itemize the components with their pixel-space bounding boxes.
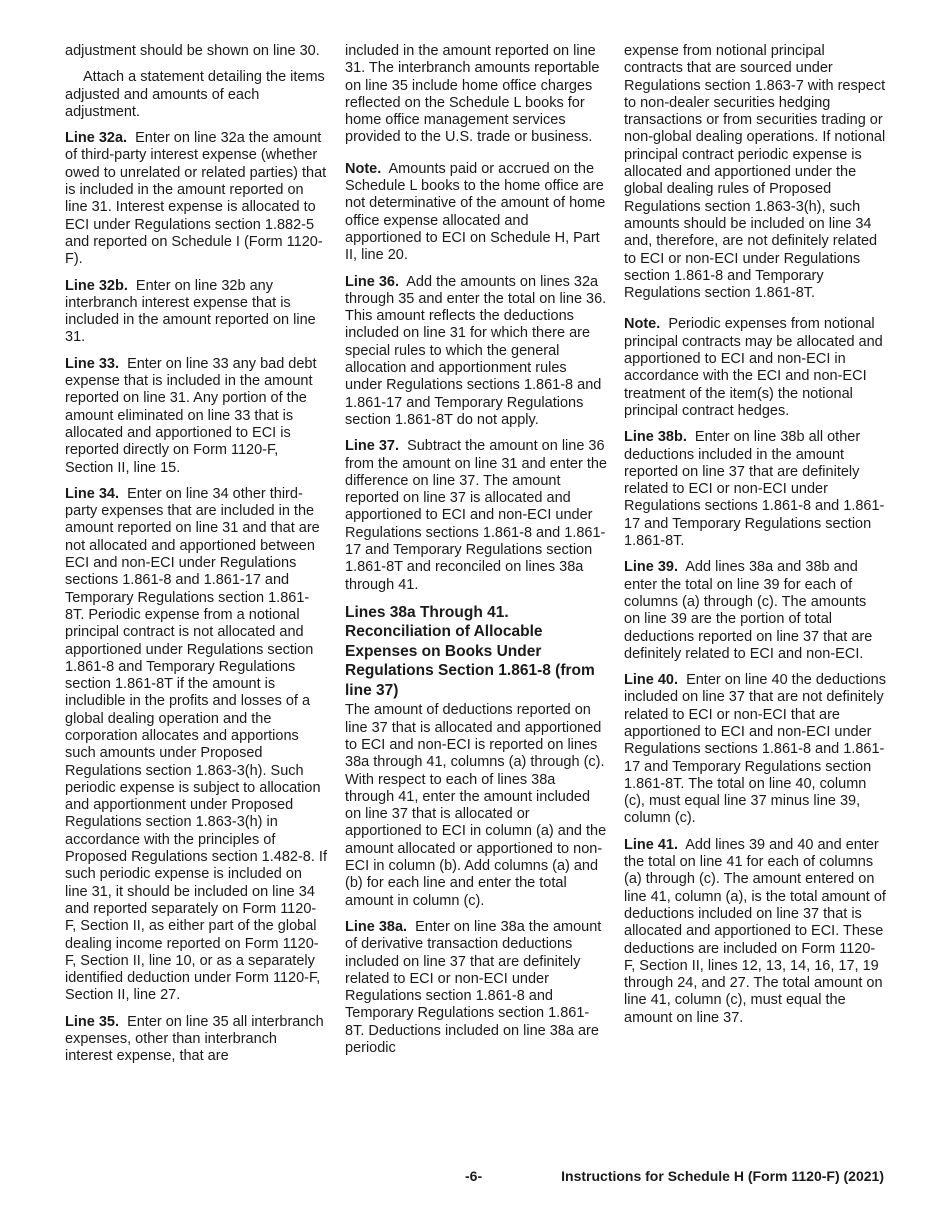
paragraph-line-36 <box>345 274 607 430</box>
paragraph-text: Enter on line 33 any bad debt expense that is included in the amount reported on line 31. Any portion of the amount eliminated on line 33 that is allocated and apportioned to ECI is reported directly on Form 1120-F, Section II, line 15. <box>65 355 317 476</box>
column-1 <box>65 43 327 1075</box>
paragraph-heading: Line 32a. <box>65 130 128 147</box>
paragraph-heading: Note. <box>624 316 661 333</box>
paragraph-text: Enter on line 38b all other deductions included in the amount reported on line 37 that are definitely related to ECI or non-ECI under Regulations sections 1.861-8 and 1.861-17 and Temporary Regulations section 1.861-8T. <box>624 429 885 550</box>
paragraph-line-37 <box>345 438 607 594</box>
paragraph-text: Add lines 38a and 38b and enter the total on line 39 for each of columns (a) through (c). The amounts on line 39 are the portion of total deductions reported on line 37 that are definitely related to ECI and non-ECI. <box>624 559 873 662</box>
paragraph-text: expense from notional principal contracts that are sourced under Regulations section 1.863-7 with respect to non-dealer securities hedging transactions or from securities trading or non-global dealing operations. If notional principal contract periodic expense is allocated and apportioned under the global dealing rules of Proposed Regulations section 1.863-3(h), such amounts should be included on line 34 and, therefore, are not definitely related to ECI or non-ECI under Regulations section 1.861-8 and Temporary Regulations section 1.861-8T. <box>624 43 886 302</box>
paragraph-text: Enter on line 32b any interbranch interest expense that is included in the amount reported on line 31. <box>65 277 316 346</box>
paragraph-heading: Line 32b. <box>65 277 128 294</box>
paragraph-text: adjustment should be shown on line 30. <box>65 43 320 59</box>
paragraph-heading: Line 39. <box>624 559 678 576</box>
paragraph-heading: Line 40. <box>624 672 678 689</box>
paragraph-line-41 <box>624 837 886 1027</box>
paragraph-heading: Line 38b. <box>624 429 687 446</box>
paragraph-line-32b <box>65 278 327 347</box>
paragraph <box>65 69 327 121</box>
paragraph-text: The amount of deductions reported on line 37 that is allocated and apportioned to ECI and non-ECI is reported on lines 38a through 41, columns (a) through (c). With respect to each of lines 38a through 41, enter the amount included on line 37 that is allocated or apportioned to ECI in column (a) and the amount allocated or apportioned to non-ECI in column (b). Add columns (a) and (b) for each line and enter the total amount in column (c). <box>345 702 607 909</box>
page-number: -6- <box>465 1168 483 1184</box>
document-title: Instructions for Schedule H (Form 1120-F) (2021) <box>561 1168 884 1184</box>
paragraph-heading: Line 36. <box>345 273 399 290</box>
paragraph-line-38a <box>345 919 607 1057</box>
paragraph-text: Subtract the amount on line 36 from the amount on line 31 and enter the difference on line 37. The amount reported on line 37 is allocated and apportioned to ECI and non-ECI under Regulations sections 1.861-8 and 1.861-17 and Temporary Regulations section 1.861-8T and reconciled on lines 38a through 41. <box>345 438 607 593</box>
paragraph-heading: Line 33. <box>65 355 119 372</box>
paragraph-line-40 <box>624 672 886 828</box>
paragraph-line-38b <box>624 429 886 550</box>
paragraph-text: included in the amount reported on line 31. The interbranch amounts reportable on line 35 include home office charges reflected on the Schedule L books for home office management services provided to the U.S. trade or business. <box>345 43 600 146</box>
paragraph-line-39 <box>624 559 886 663</box>
paragraph-text: Amounts paid or accrued on the Schedule L books to the home office are not determinative of the amount of home office expense allocated and apportioned to ECI on Schedule H, Part II, line 20. <box>345 160 606 264</box>
paragraph-heading: Line 41. <box>624 836 678 853</box>
paragraph-line-32a <box>65 130 327 268</box>
paragraph-text: Enter on line 38a the amount of derivative transaction deductions included on line 37 that are definitely related to ECI or non-ECI under Regulations section 1.861-8 and Temporary Regulations section 1.861-8T. Deductions included on line 38a are periodic <box>345 918 602 1057</box>
paragraph-heading: Line 37. <box>345 438 399 455</box>
paragraph <box>345 702 607 910</box>
column-3 <box>624 43 886 1036</box>
paragraph-heading: Line 38a. <box>345 918 408 935</box>
paragraph-line-35 <box>65 1014 327 1066</box>
paragraph-note <box>624 316 886 420</box>
paragraph-text: Add lines 39 and 40 and enter the total on line 41 for each of columns (a) through (c). The amount entered on line 41, column (a), is the total amount of deductions included on line 37 that is allocated and apportioned to ECI. These deductions are included on Form 1120-F, Section II, lines 12, 13, 14, 16, 17, 19 through 24, and 27. The total amount on line 41, column (c), must equal the amount on line 37. <box>624 836 886 1026</box>
paragraph-heading: Line 34. <box>65 485 119 502</box>
paragraph-note <box>345 161 607 265</box>
paragraph-heading: Line 35. <box>65 1013 119 1030</box>
paragraph-text: Enter on line 32a the amount of third-party interest expense (whether owed to unrelated or related parties) that is included in the amount reported on line 31. Interest expense is allocated to ECI under Regulations section 1.882-5 and reported on Schedule I (Form 1120-F). <box>65 130 327 268</box>
paragraph <box>345 43 607 147</box>
paragraph <box>65 43 327 60</box>
paragraph-line-33 <box>65 356 327 477</box>
paragraph-text: Attach a statement detailing the items adjusted and amounts of each adjustment. <box>65 69 325 120</box>
paragraph <box>624 43 886 302</box>
paragraph-text: Enter on line 40 the deductions included on line 37 that are not definitely related to ECI or non-ECI that are apportioned to ECI and non-ECI under Regulations sections 1.861-8 and 1.861-17 and Temporary Regulations section 1.861-8T. The total on line 40, column (c), must equal line 37 minus line 39, column (c). <box>624 672 886 827</box>
paragraph-text: Periodic expenses from notional principal contracts may be allocated and apportioned to ECI and non-ECI in accordance with the ECI and non-ECI treatment of the item(s) the notional principal contract hedges. <box>624 316 883 419</box>
paragraph-text: Enter on line 34 other third-party expenses that are included in the amount reported on line 31 and that are not allocated and apportioned between ECI and non-ECI under Regulations sections 1.861-8 and 1.861-17 and Temporary Regulations section 1.861-8T. Periodic expense from a notional principal contract is not allocated and apportioned under Regulations section 1.861-8 and Temporary Regulations section 1.861-8T if the amount is includible in the profits and losses of a global dealing operation and the corporation allocates and apportions such amounts under Proposed Regulations section 1.863-3(h). Such periodic expense is subject to allocation and apportionment under Proposed Regulations section 1.863-3(h) in accordance with the principles of Proposed Regulations section 1.482-8. If such periodic expense is included on line 31, it should be included on line 34 and reported separately on Form 1120-F, Section II, as either part of the global dealing income reported on Form 1120-F, Section II, line 10, or as a separately identified deduction under Form 1120-F, Section II, line 27. <box>65 485 327 1004</box>
column-2 <box>345 43 607 1066</box>
paragraph-heading: Note. <box>345 160 382 177</box>
paragraph-text: Add the amounts on lines 32a through 35 and enter the total on line 36. This amount reflects the deductions included on line 31 for which there are special rules to which the general allocation and apportionment rules under Regulations sections 1.861-8 and 1.861-17 and Temporary Regulations section 1.861-8T do not apply. <box>345 273 607 428</box>
paragraph-text: Enter on line 35 all interbranch expenses, other than interbranch interest expense, that are <box>65 1013 324 1065</box>
section-heading: Lines 38a Through 41. Reconciliation of Allocable Expenses on Books Under Regulations Section 1.861-8 (from line 37) <box>345 603 595 699</box>
paragraph-line-34 <box>65 486 327 1005</box>
